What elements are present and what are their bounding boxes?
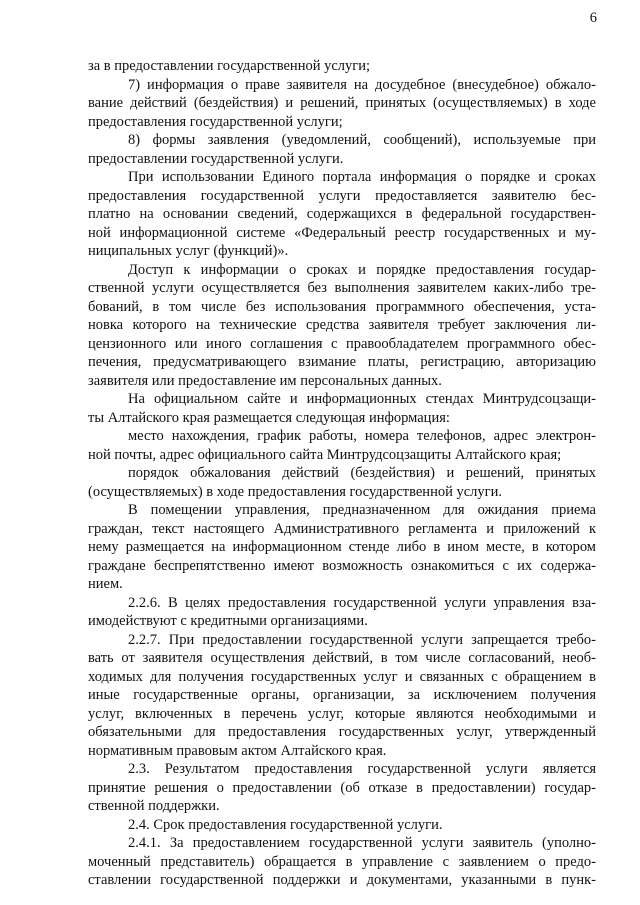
- text-line: цензионного или иного соглашения с правообладателем программного обес-: [88, 335, 596, 352]
- text-line: (осуществляемых) в ходе предоставления государственной услуги.: [88, 483, 502, 500]
- text-line: При использовании Единого портала информация о порядке и сроках: [128, 169, 596, 185]
- text-line: вание действий (бездействия) и решений, принятых (осуществляемых) в ходе: [88, 95, 596, 111]
- text-line: моченный представитель) обращается в управление с заявлением о предо-: [88, 853, 596, 870]
- text-line: ной информационной системе «Федеральный реестр государственных и му-: [88, 224, 596, 241]
- page-number: 6: [589, 10, 597, 26]
- text-line: за в предоставлении государственной услуги;: [88, 58, 370, 74]
- text-line: услуг, включенных в перечень услуг, которые являются необходимыми и: [88, 705, 596, 722]
- text-line: 2.2.7. При предоставлении государственной услуги запрещается требо-: [128, 631, 596, 648]
- text-line: 8) формы заявления (уведомлений, сообщений), используемые при: [128, 132, 596, 148]
- text-line: В помещении управления, предназначенном для ожидания приема: [128, 502, 596, 518]
- text-line: ты Алтайского края размещается следующая информация:: [88, 409, 450, 426]
- text-line: нием.: [88, 576, 123, 592]
- text-line: печения, предусматривающего взимание платы, регистрацию, авторизацию: [88, 354, 596, 370]
- text-line: ственной поддержки.: [88, 798, 220, 814]
- text-line: порядок обжалования действий (бездействия) и решений, принятых: [128, 465, 596, 481]
- text-line: граждан, текст настоящего Административного регламента и приложений к: [88, 520, 596, 537]
- text-line: принятие решения о предоставлении (об отказе в предоставлении) государ-: [88, 779, 596, 796]
- body-text: [88, 57, 596, 890]
- text-line: Доступ к информации о сроках и порядке предоставления государ-: [128, 261, 596, 278]
- text-line: иные государственные органы, организации, за исключением получения: [88, 687, 596, 703]
- text-line: вать от заявителя осуществления действий, в том числе согласований, необ-: [88, 650, 596, 666]
- text-line: 7) информация о праве заявителя на досудебное (внесудебное) обжало-: [128, 76, 596, 93]
- text-line: предоставлении государственной услуги.: [88, 150, 344, 167]
- text-line: предоставления государственной услуги;: [88, 113, 343, 130]
- text-line: На официальном сайте и информационных стендах Минтрудсоцзащи-: [128, 391, 596, 407]
- text-line: ставлении государственной поддержки и документами, указанными в пунк-: [88, 872, 596, 888]
- text-line: ниципальных услуг (функций)».: [88, 243, 289, 259]
- text-line: ходимых для получения государственных услуг и связанных с обращением в: [88, 668, 596, 685]
- text-line: место нахождения, график работы, номера телефонов, адрес электрон-: [128, 428, 596, 444]
- text-line: обязательными для предоставления государственных услуг, утвержденный: [88, 724, 596, 740]
- text-line: предоставления государственной услуги предоставляется заявителю бес-: [88, 187, 596, 204]
- text-line: 2.4.1. За предоставлением государственной услуги заявитель (уполно-: [128, 835, 596, 851]
- text-line: новка которого на технические средства заявителя требует заключения ли-: [88, 317, 596, 333]
- text-line: 2.4. Срок предоставления государственной услуги.: [128, 816, 443, 833]
- text-line: 2.2.6. В целях предоставления государственной услуги управления вза-: [128, 594, 596, 611]
- text-line: платно на основании сведений, содержащихся в федеральной государствен-: [88, 206, 596, 222]
- text-line: ственной услуги осуществляется без выполнения заявителем каких-либо тре-: [88, 280, 596, 296]
- text-line: 2.3. Результатом предоставления государственной услуги является: [128, 761, 596, 777]
- text-line: имодействуют с кредитными организациями.: [88, 613, 368, 629]
- text-line: нему размещается на информационном стенде либо в ином месте, в котором: [88, 539, 596, 555]
- text-line: нормативным правовым актом Алтайского края.: [88, 742, 387, 759]
- text-line: ной почты, адрес официального сайта Минтрудсоцзащиты Алтайского края;: [88, 446, 562, 463]
- text-line: заявителя или предоставление им персональных данных.: [88, 372, 442, 389]
- text-line: бований, в том числе без использования программного обеспечения, уста-: [88, 298, 596, 315]
- text-line: граждане беспрепятственно имеют возможность ознакомиться с их содержа-: [88, 557, 596, 574]
